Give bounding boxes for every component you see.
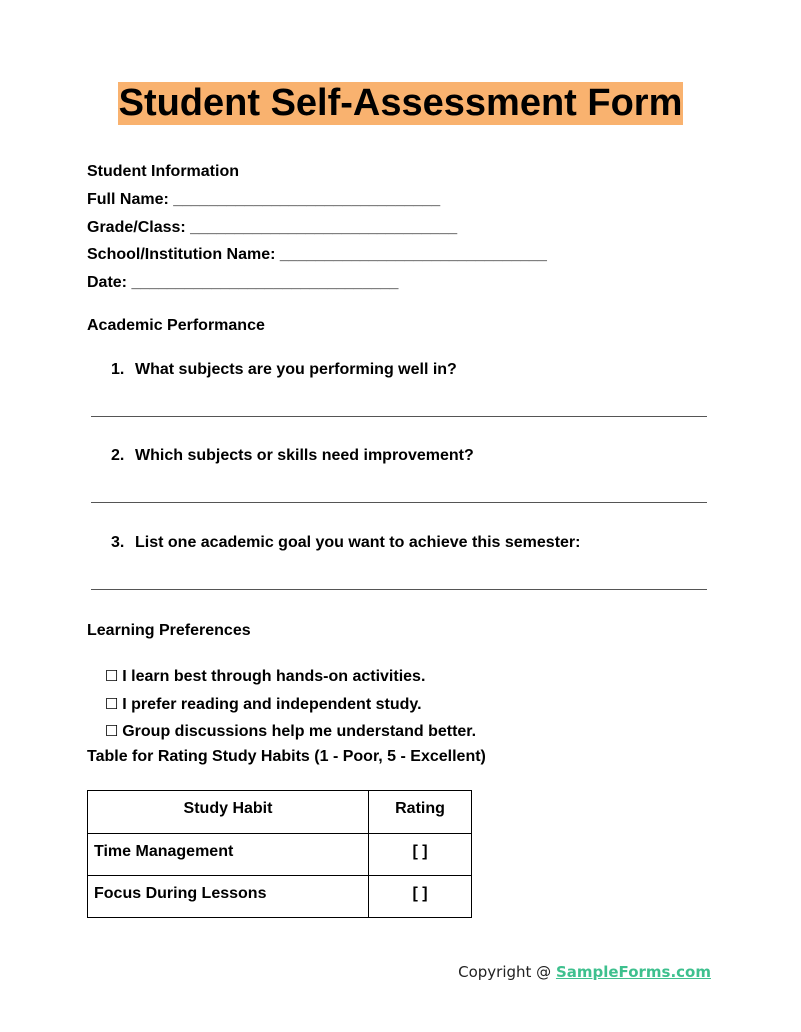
study-habits-heading: Table for Rating Study Habits (1 - Poor, 5 - Excellent) (87, 748, 486, 765)
checkbox-icon[interactable]: ☐ (104, 695, 119, 713)
checkbox-icon[interactable]: ☐ (104, 722, 119, 740)
question-number: 2. (111, 447, 125, 464)
question-text: Which subjects or skills need improvement? (135, 447, 474, 464)
question-number: 3. (111, 534, 125, 551)
copyright-text: Copyright @ (458, 963, 556, 981)
column-header-rating: Rating (369, 791, 472, 834)
table-row (88, 876, 472, 918)
question-number: 1. (111, 361, 125, 378)
learning-heading: Learning Preferences (87, 622, 251, 639)
student-info-heading: Student Information (87, 163, 239, 180)
column-header-study-habit: Study Habit (88, 791, 369, 834)
rating-cell[interactable]: [ ] (369, 834, 472, 876)
habit-cell: Focus During Lessons (88, 876, 369, 918)
question-text: What subjects are you performing well in? (135, 361, 457, 378)
question-text: List one academic goal you want to achieve this semester: (135, 534, 581, 551)
date-field[interactable]: Date: ______________________________ (87, 274, 399, 291)
checkbox-icon[interactable]: ☐ (104, 667, 119, 685)
academic-heading: Academic Performance (87, 317, 265, 334)
page-title: Student Self-Assessment Form (118, 82, 683, 124)
rating-cell[interactable]: [ ] (369, 876, 472, 918)
full-name-field[interactable]: Full Name: ______________________________ (87, 191, 441, 208)
habit-cell: Time Management (88, 834, 369, 876)
checkbox-label: Group discussions help me understand better. (122, 723, 477, 740)
school-name-field[interactable]: School/Institution Name: ______________________________ (87, 246, 547, 263)
table-header-row (88, 791, 472, 834)
table-row (88, 834, 472, 876)
study-habits-table (87, 790, 472, 918)
grade-class-field[interactable]: Grade/Class: ______________________________ (87, 219, 458, 236)
answer-line[interactable] (91, 589, 707, 590)
answer-line[interactable] (91, 502, 707, 503)
sampleforms-link[interactable]: SampleForms.com (555, 963, 711, 981)
title-wrap (0, 82, 801, 125)
checkbox-label: I learn best through hands-on activities. (122, 668, 426, 685)
answer-line[interactable] (91, 416, 707, 417)
checkbox-label: I prefer reading and independent study. (122, 696, 422, 713)
footer-copyright (458, 963, 711, 982)
